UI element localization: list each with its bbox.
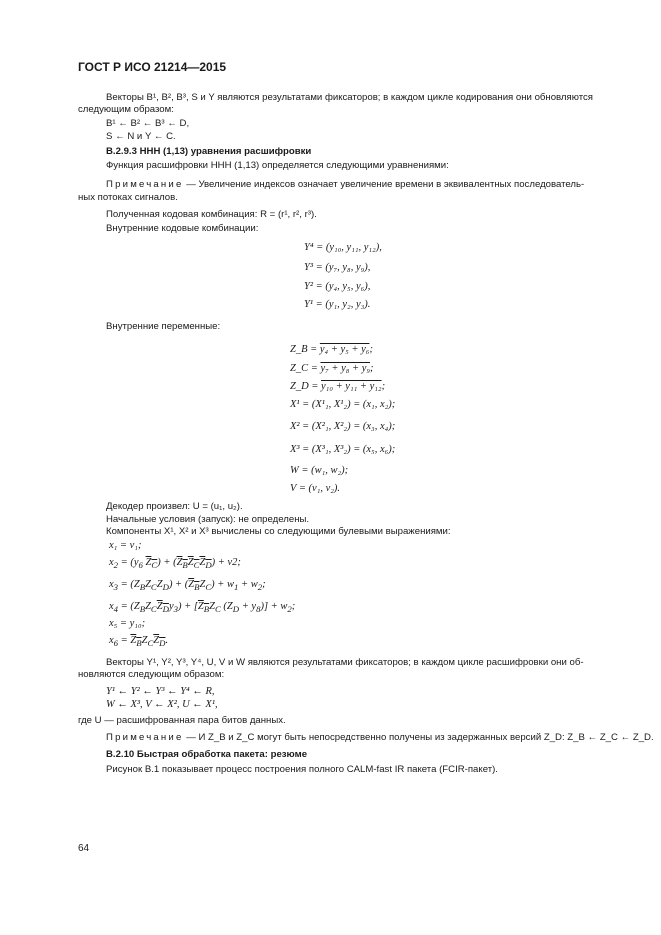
note2-label: Примечание [106, 732, 184, 743]
note1-line1 [106, 179, 584, 191]
page-number: 64 [78, 843, 90, 854]
equation-bx1: x₁ = v₁; [109, 540, 142, 551]
document-header: ГОСТ Р ИСО 21214—2015 [78, 60, 227, 74]
paragraph-vectors-b-line1: Векторы B¹, B², B³, S и Y являются результатами фиксаторов; в каждом цикле кодирования они обновляются [106, 92, 593, 103]
equation-v: V = (v₁, v₂). [290, 483, 341, 494]
equation-zc-lhs: Z_C = [290, 363, 321, 374]
paragraph-components: Компоненты X¹, X² и X³ вычислены со следующими булевыми выражениями: [106, 526, 451, 537]
note1-text-line1: — Увеличение индексов означает увеличение времени в эквивалентных последователь- [183, 179, 585, 190]
paragraph-decoder-produced: Декодер произвел: U = (u₁, u₂). [106, 501, 243, 512]
paragraph-received-code: Полученная кодовая комбинация: R = (r¹, r², r³). [106, 209, 317, 220]
equation-x2: X² = (X²₁, X²₂) = (x₃, x₄); [290, 421, 396, 432]
equation-y2: Y² = (y₄, y₅, y₆), [304, 281, 371, 292]
section-heading-b293: B.2.9.3 HHH (1,13) уравнения расшифровки [106, 146, 312, 157]
equation-bx4: $x_4 = (Z_BZ_CZ_Dy_3) + [Z_BZ_C$ $(Z_D + y_8)] + w_2$; [109, 601, 296, 615]
paragraph-initial-conditions: Начальные условия (запуск): не определены. [106, 514, 310, 525]
update-s-equation: S ← N и Y ← C. [106, 131, 176, 142]
paragraph-internal-code: Внутренние кодовые комбинации: [106, 223, 259, 234]
equation-bx6: $x_6 = Z_BZ_CZ_D$. [109, 635, 169, 649]
equation-x3: X³ = (X³₁, X³₂) = (x₅, x₆); [290, 444, 396, 455]
note2-line [106, 732, 654, 744]
equation-bx3: $x_3 = (Z_BZ_CZ_D) + (Z_BZ_C) + w_1 + w_2$; [109, 579, 266, 593]
note2-text: — И Z_B и Z_C могут быть непосредственно получены из задержанных версий Z_D: Z_B ← Z_C ← Z_D. [183, 732, 654, 743]
equation-bx2: $x_2 = (y_6$ $Z_C) + (Z_BZ_CZ_D) + v2$; [109, 557, 241, 571]
equation-zd: Z_D = y₁₀ + y₁₁ + y₁₂; [290, 381, 386, 392]
update-b-equation: B¹ ← B² ← B³ ← D, [106, 118, 190, 129]
equation-x1: X¹ = (X¹₁, X¹₂) = (x₁, x₂); [290, 399, 396, 410]
equation-zd-rhs: y₁₀ + y₁₁ + y₁₂ [321, 381, 382, 392]
paragraph-vectors-b-line2: следующим образом: [78, 104, 174, 115]
note1-label: Примечание [106, 179, 184, 190]
equation-zd-lhs: Z_D = [290, 381, 322, 392]
equation-zb-rhs: y₄ + y₅ + y₆ [319, 344, 370, 355]
paragraph-where-u: где U — расшифрованная пара битов данных. [78, 715, 286, 726]
equation-y3: Y³ = (y₇, y₈, y₉), [304, 262, 371, 273]
equation-zc-rhs: y₇ + y₈ + y₉ [320, 363, 371, 374]
equation-y1: Y¹ = (y₁, y₂, y₃). [304, 299, 371, 310]
equation-zb-lhs: Z_B = [290, 344, 320, 355]
equation-zb: Z_B = y₄ + y₅ + y₆; [290, 344, 373, 355]
paragraph-vectors-y-line1: Векторы Y¹, Y², Y³, Y⁴, U, V и W являются результатами фиксаторов; в каждом цикле расшифровки они об- [106, 657, 584, 668]
update-y-equation: Y¹ ← Y² ← Y³ ← Y⁴ ← R, [106, 686, 215, 697]
paragraph-vectors-y-line2: новляются следующим образом: [78, 669, 225, 680]
equation-zc: Z_C = y₇ + y₈ + y₉; [290, 363, 374, 374]
paragraph-decode-function: Функция расшифровки HHH (1,13) определяется следующими уравнениями: [106, 160, 449, 171]
update-w-equation: W ← X³, V ← X², U ← X¹, [106, 699, 218, 710]
section-heading-b210: B.2.10 Быстрая обработка пакета: резюме [106, 749, 308, 760]
note1-text-line2: ных потоках сигналов. [78, 192, 178, 203]
equation-y4: Y⁴ = (y₁₀, y₁₁, y₁₂), [304, 242, 382, 253]
equation-w: W = (w₁, w₂); [290, 465, 349, 476]
paragraph-figure-reference: Рисунок B.1 показывает процесс построения полного CALM-fast IR пакета (FCIR-пакет). [106, 764, 498, 775]
paragraph-internal-vars: Внутренние переменные: [106, 321, 221, 332]
equation-bx5: x₅ = y₁₀; [109, 618, 146, 629]
